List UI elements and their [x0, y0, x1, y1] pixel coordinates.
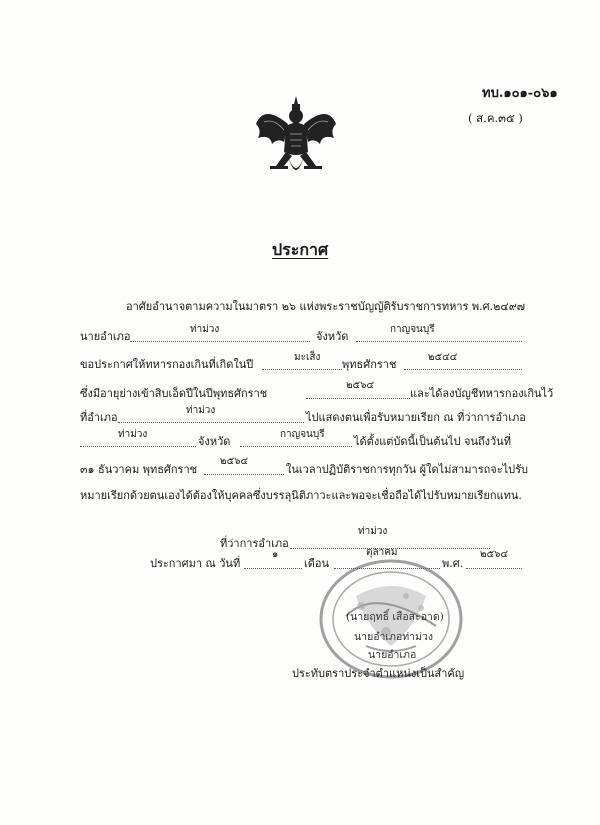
dotted-line	[118, 422, 304, 423]
label-buddhist-era: พุทธศักราช	[342, 358, 397, 371]
office-value: ท่าม่วง	[358, 526, 388, 537]
body-line-4-suffix: และได้ลงบัญชีทหารกองเกินไว้	[410, 387, 554, 400]
body-line-8: หมายเรียกด้วยตนเองได้ต้องให้บุคคลซึ่งบรรลุนิติภาวะและพอจะเชื่อถือได้ไปรับหมายเรียกแทน.	[80, 489, 522, 502]
form-number: ทบ.๑๐๑-๐๖๑	[482, 86, 558, 101]
district-value: ท่าม่วง	[190, 324, 220, 335]
body-line-5-prefix: ที่อำเภอ	[80, 411, 118, 424]
deadline-year-value: ๒๕๖๔	[220, 456, 249, 467]
dotted-line	[204, 474, 284, 475]
month-label: เดือน	[304, 557, 330, 570]
body-line-7-suffix: ในเวลาปฏิบัติราชการทุกวัน ผู้ใดไม่สามารถจะไปรับ	[286, 463, 529, 476]
office-label: ที่ว่าการอำเภอ	[220, 537, 289, 550]
signer-title-1: นายอำเภอท่าม่วง	[354, 631, 434, 643]
dotted-line	[80, 446, 196, 447]
dotted-line	[130, 341, 310, 342]
dotted-line	[244, 568, 302, 569]
registration-year-value: ๒๕๖๔	[346, 380, 375, 391]
dotted-line	[356, 341, 522, 342]
body-line-1: อาศัยอำนาจตามความในมาตรา ๒๖ แห่งพระราชบัญญัติรับราชการทหาร พ.ศ.๒๔๙๗	[126, 300, 526, 313]
seal-note: ประทับตราประจำตำแหน่งเป็นสำคัญ	[292, 667, 465, 680]
zodiac-year-value: มะเส็ง	[294, 352, 321, 363]
province-value: กาญจนบุรี	[390, 324, 435, 335]
body-line-3-prefix: ขอประกาศให้ทหารกองเกินที่เกิดในปี	[80, 358, 254, 371]
registered-district-value: ท่าม่วง	[186, 405, 216, 416]
dotted-line	[262, 369, 342, 370]
day-value: ๑	[272, 549, 279, 560]
label-district: นายอำเภอ	[80, 330, 131, 343]
dotted-line	[466, 568, 522, 569]
signer-name: (นายฤทธิ์ เสือสะอาด)	[346, 611, 444, 623]
dotted-line	[306, 398, 410, 399]
body-line-4-prefix: ซึ่งมีอายุย่างเข้าสิบเอ็ดปีในปีพุทธศักราช	[80, 387, 268, 400]
announce-year-value: ๒๕๖๔	[480, 549, 509, 560]
label-province: จังหวัด	[198, 435, 231, 448]
signer-title-2: นายอำเภอ	[368, 649, 417, 661]
announcement-title: ประกาศ	[272, 240, 329, 259]
month-value: ตุลาคม	[366, 547, 398, 558]
sequence-code: ( ส.ค.๓๕ )	[468, 111, 523, 125]
dotted-line	[404, 369, 522, 370]
announce-date-label: ประกาศมา ณ วันที่	[150, 557, 241, 570]
be-label: พ.ศ.	[442, 557, 464, 570]
label-province: จังหวัด	[316, 330, 349, 343]
dotted-line	[240, 446, 352, 447]
office-province-value: กาญจนบุรี	[280, 429, 325, 440]
garuda-emblem-icon	[254, 94, 338, 186]
body-line-7-prefix: ๓๑ ธันวาคม พุทธศักราช	[80, 463, 198, 476]
office-district-value: ท่าม่วง	[118, 429, 148, 440]
body-line-5-suffix: ไปแสดงตนเพื่อรับหมายเรียก ณ ที่ว่าการอำเภอ	[306, 411, 526, 424]
birth-year-value: ๒๕๔๔	[428, 352, 458, 363]
body-line-6-suffix: ได้ตั้งแต่บัดนี้เป็นต้นไป จนถึงวันที่	[354, 435, 511, 448]
